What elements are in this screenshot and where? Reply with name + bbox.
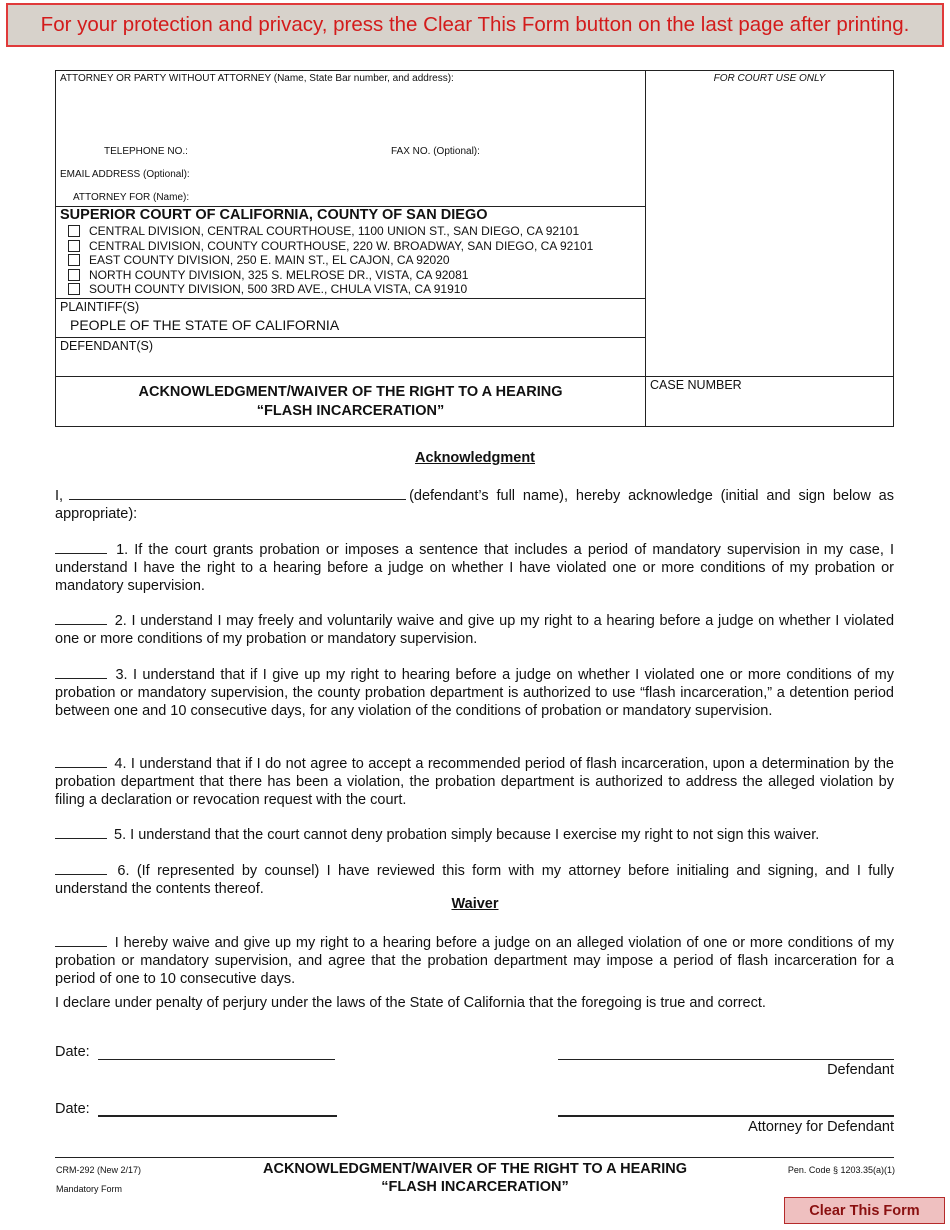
penal-code-reference: Pen. Code § 1203.35(a)(1) (787, 1165, 895, 1175)
footer-rule (55, 1157, 894, 1158)
date-field[interactable] (98, 1059, 335, 1060)
defendant-signature-label: Defendant (827, 1062, 894, 1078)
initial-field[interactable] (55, 664, 107, 679)
ack-item-6 (55, 860, 894, 898)
title-section-border (55, 376, 894, 377)
checkbox-icon[interactable] (68, 283, 80, 295)
division-label: NORTH COUNTY DIVISION, 325 S. MELROSE DR., VISTA, CA 92081 (89, 267, 469, 282)
telephone-label: TELEPHONE NO.: (104, 146, 188, 157)
form-title-line2: “FLASH INCARCERATION” (256, 403, 445, 419)
ack-item-text: 1. If the court grants probation or imposes a sentence that includes a period of mandatory supervision in my case, I understand I have the right to a hearing before a judge on whether I have violated one or more conditions of my probation or mandatory supervision. (55, 542, 894, 594)
waiver-text: I hereby waive and give up my right to a hearing before a judge on an alleged violation of one or more conditions of my probation or mandatory supervision, and agree that the probation department may impose a period of flash incarceration for a period of one to 10 consecutive days. (55, 935, 894, 987)
date-label: Date: (55, 1044, 90, 1060)
division-option[interactable] (68, 239, 593, 253)
mandatory-form-label: Mandatory Form (56, 1184, 123, 1194)
court-use-label: FOR COURT USE ONLY (713, 73, 826, 84)
attorney-label: ATTORNEY OR PARTY WITHOUT ATTORNEY (Name, State Bar number, and address): (60, 73, 454, 84)
division-option[interactable] (68, 253, 450, 267)
defendant-signature-field[interactable] (558, 1059, 894, 1060)
defendant-section-border (55, 337, 645, 338)
initial-field[interactable] (55, 539, 107, 554)
form-title-line1: ACKNOWLEDGMENT/WAIVER OF THE RIGHT TO A HEARING (138, 384, 563, 400)
footer-title-line2: “FLASH INCARCERATION” (381, 1179, 569, 1195)
checkbox-icon[interactable] (68, 269, 80, 281)
ack-item-4 (55, 753, 894, 809)
intro-prefix: I, (55, 488, 64, 504)
date-field[interactable] (98, 1115, 337, 1117)
checkbox-icon[interactable] (68, 254, 80, 266)
ack-item-text: 4. I understand that if I do not agree to accept a recommended period of flash incarceration, upon a determination by the probation department that there has been a violation, the probation department is authorized to address the alleged violation by filing a declaration or revocation request with the court. (55, 756, 894, 808)
waiver-paragraph (55, 932, 894, 988)
caption-divider (645, 70, 646, 427)
ack-item-text: 6. (If represented by counsel) I have reviewed this form with my attorney before initialing and signing, and I fully understand the contents thereof. (55, 863, 894, 897)
defendant-name-field[interactable] (69, 485, 406, 500)
ack-item-text: 2. I understand I may freely and voluntarily waive and give up my right to a hearing before a judge on whether I violated one or more conditions of my probation or mandatory supervision. (55, 613, 895, 647)
ack-item-5 (55, 824, 894, 844)
ack-item-text: 3. I understand that if I give up my right to hearing before a judge on whether I violated one or more conditions of my probation or mandatory supervision, the county probation department is authorized to use “flash incarceration,” a detention period between one and 10 consecutive days, for any violation of the conditions of probation or mandatory supervision. (55, 667, 894, 719)
ack-item-2 (55, 610, 894, 648)
defendant-label: DEFENDANT(S) (60, 339, 154, 353)
division-option[interactable] (68, 268, 468, 282)
division-label: CENTRAL DIVISION, CENTRAL COURTHOUSE, 1100 UNION ST., SAN DIEGO, CA 92101 (89, 224, 580, 238)
plaintiff-label: PLAINTIFF(S) (60, 300, 140, 314)
attorney-signature-label: Attorney for Defendant (748, 1119, 894, 1135)
initial-field[interactable] (55, 753, 107, 768)
initial-field[interactable] (55, 610, 107, 625)
ack-item-3 (55, 664, 894, 720)
division-option[interactable] (68, 224, 579, 238)
initial-field[interactable] (55, 932, 107, 947)
clear-form-button[interactable]: Clear This Form (784, 1197, 945, 1224)
division-option[interactable] (68, 282, 467, 296)
attorney-signature-field[interactable] (558, 1115, 894, 1117)
ack-item-1 (55, 539, 894, 595)
division-label: EAST COUNTY DIVISION, 250 E. MAIN ST., EL CAJON, CA 92020 (89, 253, 450, 267)
privacy-banner: For your protection and privacy, press the Clear This Form button on the last page after printing. (6, 3, 944, 47)
plaintiff-section-border (55, 298, 645, 299)
footer-title-line1: ACKNOWLEDGMENT/WAIVER OF THE RIGHT TO A HEARING (263, 1161, 687, 1177)
email-label: EMAIL ADDRESS (Optional): (60, 169, 190, 180)
fax-label: FAX NO. (Optional): (391, 146, 480, 157)
checkbox-icon[interactable] (68, 240, 80, 252)
ack-item-text: 5. I understand that the court cannot deny probation simply because I exercise my right to not sign this waiver. (114, 827, 820, 843)
initial-field[interactable] (55, 860, 107, 875)
declaration-text: I declare under penalty of perjury under the laws of the State of California that the foregoing is true and correct. (55, 995, 766, 1011)
form-number: CRM-292 (New 2/17) (56, 1165, 142, 1175)
checkbox-icon[interactable] (68, 225, 80, 237)
division-label: CENTRAL DIVISION, COUNTY COURTHOUSE, 220 W. BROADWAY, SAN DIEGO, CA 92101 (89, 238, 594, 253)
date-label: Date: (55, 1101, 90, 1117)
attorney-for-label: ATTORNEY FOR (Name): (73, 192, 190, 203)
plaintiff-value: PEOPLE OF THE STATE OF CALIFORNIA (70, 317, 340, 333)
initial-field[interactable] (55, 824, 107, 839)
intro-suffix: (defendant’s full name), hereby acknowledge (initial and sign below as appropriate): (55, 488, 894, 522)
court-name: SUPERIOR COURT OF CALIFORNIA, COUNTY OF SAN DIEGO (60, 207, 488, 223)
acknowledgment-heading: Acknowledgment (414, 450, 536, 466)
intro-paragraph (55, 485, 894, 523)
division-label: SOUTH COUNTY DIVISION, 500 3RD AVE., CHULA VISTA, CA 91910 (89, 282, 468, 296)
case-number-label: CASE NUMBER (650, 378, 742, 392)
waiver-heading: Waiver (451, 896, 499, 912)
